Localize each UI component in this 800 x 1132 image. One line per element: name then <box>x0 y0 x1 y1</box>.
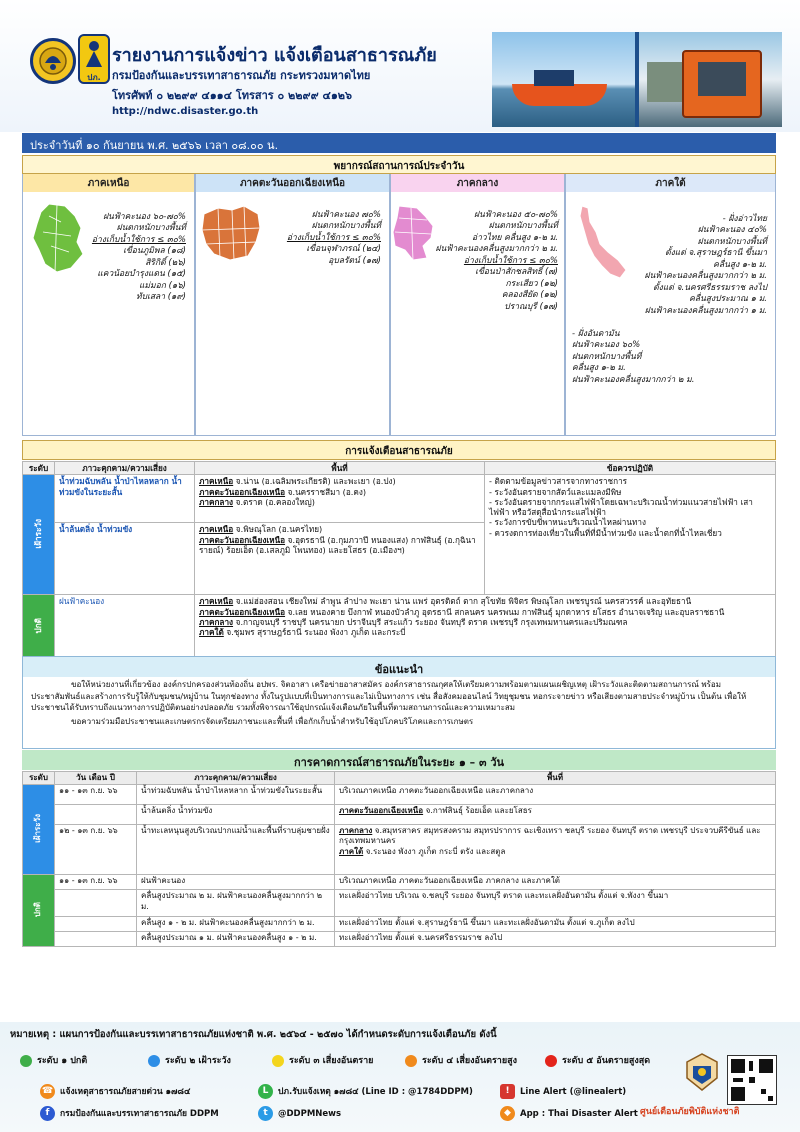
legend-level-4: ระดับ ๔ เสี่ยงอันตรายสูง <box>405 1053 517 1067</box>
northeast-forecast-text: ฝนฟ้าคะนอง ๗๐% ฝนตกหนักบางพื้นที่ อ่างเก็บน้ำใช้การ ≤ ๓๐% เขื่อนจุฬาภรณ์ (๒๔) อุบลรัตน์ (๑๗) <box>286 210 381 266</box>
daily-forecast-title: พยากรณ์สถานการณ์ประจำวัน <box>22 155 776 174</box>
line-alert-contact[interactable]: ! Line Alert (@linealert) <box>500 1084 626 1099</box>
ppo-logo <box>78 34 110 84</box>
level-normal-cell: ปกติ <box>23 595 55 659</box>
region-northeast <box>195 174 390 436</box>
area-overflow: ภาคเหนือ จ.พิษณุโลก (อ.นครไทย) ภาคตะวันออกเฉียงเหนือ จ.อุดรธานี (อ.กุมภวาปี หนองแสง) กาฬสินธุ์ (อ.กุฉินารายณ์) ร้อยเอ็ด (อ.เสลภูมิ โพนทอง) และยโสธร (อ.เมืองฯ) <box>195 523 485 595</box>
fc-col-area: พื้นที่ <box>335 772 776 785</box>
fc-row-area: ภาคตะวันออกเฉียงเหนือ จ.กาฬสินธุ์ ร้อยเอ็ด และยโสธร <box>335 805 776 825</box>
fc-col-level: ระดับ <box>23 772 55 785</box>
south-andaman-forecast-text: - ฝั่งอันดามัน ฝนฟ้าคะนอง ๖๐% ฝนตกหนักบางพื้นที่ คลื่นสูง ๑-๒ ม. ฝนฟ้าคะนองคลื่นสูงมากกว่า ๒ ม. <box>572 329 695 385</box>
central-forecast-text: ฝนฟ้าคะนอง ๕๐-๗๐% ฝนตกหนักบางพื้นที่ อ่าวไทย คลื่นสูง ๑-๒ ม. ฝนฟ้าคะนองคลื่นสูงมากกว่า ๒ ม. อ่างเก็บน้ำใช้การ ≤ ๓๐% เขื่อนป่าสักชลสิทธิ์ (๗) กระเสียว (๑๒) คลองสียัด (๑๒) ปราณบุรี (๑๗) <box>435 210 558 312</box>
fc-row-date <box>55 917 137 932</box>
alert-icon: ! <box>500 1084 515 1099</box>
advice-title: ข้อแนะนำ <box>23 657 775 677</box>
region-south-name: ภาคใต้ <box>566 174 775 192</box>
rescue-truck-image <box>682 50 762 118</box>
website-link[interactable]: http://ndwc.disaster.go.th <box>112 106 259 117</box>
region-central <box>390 174 565 436</box>
fc-row-threat: น้ำล้นตลิ่ง น้ำท่วมขัง <box>137 805 335 825</box>
national-center-label: ศูนย์เตือนภัยพิบัติแห่งชาติ <box>640 1107 740 1117</box>
fc-row-area: บริเวณภาคเหนือ ภาคตะวันออกเฉียงเหนือ และภาคกลาง <box>335 785 776 805</box>
level-2-dot <box>148 1055 160 1067</box>
forecast-3day-table <box>22 771 776 947</box>
fc-col-date: วัน เดือน ปี <box>55 772 137 785</box>
line-icon: L <box>258 1084 273 1099</box>
col-level: ระดับ <box>23 462 55 475</box>
fc-row-threat: น้ำท่วมฉับพลัน น้ำป่าไหลหลาก น้ำท่วมขังในระยะสั้น <box>137 785 335 805</box>
level-4-dot <box>405 1055 417 1067</box>
level-1-dot <box>20 1055 32 1067</box>
phone-icon: ☎ <box>40 1084 55 1099</box>
app-icon: ◆ <box>500 1106 515 1121</box>
fc-level-normal: ปกติ <box>23 875 55 947</box>
threat-thunderstorm: ฝนฟ้าคะนอง <box>55 595 195 659</box>
ddpm-seal-logo <box>30 38 76 84</box>
level-5-dot <box>545 1055 557 1067</box>
threat-overflow: น้ำล้นตลิ่ง น้ำท่วมขัง <box>55 523 195 595</box>
report-date: ประจำวันที่ ๑๐ กันยายน พ.ศ. ๒๕๖๖ เวลา ๐๘.๐๐ น. <box>22 133 776 153</box>
recommended-actions: - ติดตามข้อมูลข่าวสารจากทางราชการ - ระวังอันตรายจากสัตว์และแมลงมีพิษ - ระวังอันตรายจากกระแสไฟฟ้าโดยเฉพาะบริเวณน้ำท่วมแนวสายไฟฟ้า เสาไฟฟ้า หรือวัสดุสื่อนำกระแสไฟฟ้า - ระวังการขับขี่พาหนะบริเวณน้ำไหลผ่านทาง - ควรงดการท่องเที่ยวในพื้นที่ที่มีน้ำท่วมขัง และน้ำตกที่น้ำไหลเชี่ยว <box>485 475 776 595</box>
fc-row-date: ๑๒ - ๑๓ ก.ย. ๖๖ <box>55 824 137 874</box>
facebook-icon: f <box>40 1106 55 1121</box>
col-threat: ภาวะคุกคาม/ความเสี่ยง <box>55 462 195 475</box>
twitter-contact[interactable]: t @DDPMNews <box>258 1106 341 1121</box>
fc-row-area: ทะเลฝั่งอ่าวไทย บริเวณ จ.ชลบุรี ระยอง จันทบุรี ตราด และทะเลฝั่งอันดามัน ตั้งแต่ จ.พังงา ขึ้นมา <box>335 890 776 917</box>
line-contact[interactable]: L ปภ.รับแจ้งเหตุ ๑๗๘๔ (Line ID : @1784DDPM) <box>258 1084 473 1099</box>
north-forecast-text: ฝนฟ้าคะนอง ๖๐-๗๐% ฝนตกหนักบางพื้นที่ อ่างเก็บน้ำใช้การ ≤ ๓๐% เขื่อนภูมิพล (๑๘) สิริกิติ์ (๒๖) แควน้อยบำรุงแดน (๑๕) แม่มอก (๑๖) ทับเสลา (๑๙) <box>91 212 186 303</box>
region-central-name: ภาคกลาง <box>391 174 564 192</box>
region-south <box>565 174 776 436</box>
region-northeast-name: ภาคตะวันออกเฉียงเหนือ <box>196 174 389 192</box>
fc-row-date <box>55 890 137 917</box>
national-center-emblem-icon <box>683 1052 721 1092</box>
col-area: พื้นที่ <box>195 462 485 475</box>
advice-box <box>22 656 776 749</box>
level-watch-cell: เฝ้าระวัง <box>23 475 55 595</box>
contact-phone: โทรศัพท์ ๐ ๒๒๙๙ ๔๑๑๔ โทรสาร ๐ ๒๒๙๙ ๔๑๒๖ <box>112 89 353 102</box>
fc-row-area: ทะเลฝั่งอ่าวไทย ตั้งแต่ จ.นครศรีธรรมราช ลงไป <box>335 932 776 947</box>
app-contact[interactable]: ◆ App : Thai Disaster Alert <box>500 1106 638 1121</box>
northeast-region-map <box>200 204 262 262</box>
warning-table <box>22 461 776 659</box>
twitter-icon: t <box>258 1106 273 1121</box>
fc-row-threat: คลื่นสูง ๑ - ๒ ม. ฝนฟ้าคะนองคลื่นสูงมากกว่า ๒ ม. <box>137 917 335 932</box>
fc-row-area: บริเวณภาคเหนือ ภาคตะวันออกเฉียงเหนือ ภาคกลาง และภาคใต้ <box>335 875 776 890</box>
legend-level-1: ระดับ ๑ ปกติ <box>20 1053 87 1067</box>
fc-row-threat: ฝนฟ้าคะนอง <box>137 875 335 890</box>
alert-level-note: หมายเหตุ : แผนการป้องกันและบรรเทาสาธารณภัยแห่งชาติ พ.ศ. ๒๕๖๔ - ๒๕๗๐ ได้กำหนดระดับการแจ้งเตือนภัย ดังนี้ <box>10 1029 497 1040</box>
fc-row-date: ๑๑ - ๑๓ ก.ย. ๖๖ <box>55 875 137 890</box>
hotline-contact[interactable]: ☎ แจ้งเหตุสาธารณภัยสายด่วน ๑๗๘๔ <box>41 1086 191 1097</box>
advice-paragraph-1: ขอให้หน่วยงานที่เกี่ยวข้อง องค์กรปกครองส่วนท้องถิ่น อปพร. จิตอาสา เครือข่ายอาสาสมัคร องค์กรสาธารณกุศลให้เตรียมความพร้อมตามแผนเผชิญเหตุ เฝ้าระวังและติดตามสถานการณ์ พร้อมประชาสัมพันธ์และสร้างการรับรู้ให้กับชุมชน/หมู่บ้าน ในทุกช่องทาง ทั้งในรูปแบบที่เป็นทางการและไม่เป็นทางการ เช่น สื่อสังคมออนไลน์ วิทยุชุมชน หอกระจายข่าว หรือเสียงตามสายประจำหมู่บ้าน เป็นต้น เพื่อให้ประชาชนได้รับทราบถึงแนวทางการปฏิบัติตนอย่างปลอดภัย รวมทั้งพิจารณาใช้อุปกรณ์แจ้งเตือนภัยในพื้นที่ตามสถานการณ์และความเหมาะสม <box>31 680 747 713</box>
fc-col-threat: ภาวะคุกคาม/ความเสี่ยง <box>137 772 335 785</box>
rescue-boat-image <box>512 84 607 106</box>
forecast-3day-title: การคาดการณ์สาธารณภัยในระยะ ๑ – ๓ วัน <box>22 750 776 770</box>
region-north <box>22 174 195 436</box>
fc-row-area: ทะเลฝั่งอ่าวไทย ตั้งแต่ จ.สุราษฎร์ธานี ขึ้นมา และทะเลฝั่งอันดามัน ตั้งแต่ จ.ภูเก็ต ลงไป <box>335 917 776 932</box>
qr-code[interactable] <box>727 1055 777 1105</box>
legend-level-2: ระดับ ๒ เฝ้าระวัง <box>148 1053 231 1067</box>
fc-row-threat: คลื่นสูงประมาณ ๒ ม. ฝนฟ้าคะนองคลื่นสูงมากกว่า ๒ ม. <box>137 890 335 917</box>
ppo-logo-text: ปภ. <box>87 73 101 82</box>
advice-paragraph-2: ขอความร่วมมือประชาชนและเกษตรกรจัดเตรียมภาชนะและพื้นที่ เพื่อกักเก็บน้ำสำหรับใช้อุปโภคบริโภคและการเกษตร <box>71 716 474 726</box>
threat-flash-flood: น้ำท่วมฉับพลัน น้ำป่าไหลหลาก น้ำท่วมขังในระยะสั้น <box>55 475 195 523</box>
col-actions: ข้อควรปฏิบัติ <box>485 462 776 475</box>
fc-row-date <box>55 932 137 947</box>
area-flash-flood: ภาคเหนือ จ.น่าน (อ.เฉลิมพระเกียรติ) และพะเยา (อ.ปง) ภาคตะวันออกเฉียงเหนือ จ.นครราชสีมา (อ.คง) ภาคกลาง จ.ตราด (อ.คลองใหญ่) <box>195 475 485 523</box>
rescue-boat-photo <box>492 32 635 127</box>
fc-level-watch: เฝ้าระวัง <box>23 785 55 875</box>
fc-row-threat: น้ำทะเลหนุนสูงบริเวณปากแม่น้ำและพื้นที่ราบลุ่มชายฝั่ง <box>137 824 335 874</box>
fc-row-area: ภาคกลาง จ.สมุทรสาคร สมุทรสงคราม สมุทรปราการ ฉะเชิงเทรา ชลบุรี ระยอง จันทบุรี ตราด เพชรบุรี ประจวบคีรีขันธ์ และกรุงเทพมหานคร ภาคใต้ จ.ระนอง พังงา ภูเก็ต กระบี่ ตรัง และสตูล <box>335 824 776 874</box>
header-photos <box>492 32 782 127</box>
fc-row-date <box>55 805 137 825</box>
report-title: รายงานการแจ้งข่าว แจ้งเตือนสาธารณภัย <box>112 45 437 66</box>
legend-level-5: ระดับ ๕ อันตรายสูงสุด <box>545 1053 650 1067</box>
department-name: กรมป้องกันและบรรเทาสาธารณภัย กระทรวงมหาดไทย <box>112 69 371 82</box>
legend-level-3: ระดับ ๓ เสี่ยงอันตราย <box>272 1053 373 1067</box>
south-gulf-forecast-text: - ฝั่งอ่าวไทย ฝนฟ้าคะนอง ๔๐% ฝนตกหนักบางพื้นที่ ตั้งแต่ จ.สุราษฎร์ธานี ขึ้นมา คลื่นสูง ๑-๒ ม. ฝนฟ้าคะนองคลื่นสูงมากกว่า ๒ ม. ตั้งแต่ จ.นครศรีธรรมราช ลงไป คลื่นสูงประมาณ ๑ ม. ฝนฟ้าคะนองคลื่นสูงมากกว่า ๑ ม. <box>644 214 767 316</box>
fc-row-threat: คลื่นสูงประมาณ ๑ ม. ฝนฟ้าคะนองคลื่นสูง ๑ - ๒ ม. <box>137 932 335 947</box>
facebook-contact[interactable]: f กรมป้องกันและบรรเทาสาธารณภัย DDPM <box>40 1106 219 1121</box>
level-3-dot <box>272 1055 284 1067</box>
area-thunderstorm: ภาคเหนือ จ.แม่ฮ่องสอน เชียงใหม่ ลำพูน ลำปาง พะเยา น่าน แพร่ อุตรดิตถ์ ตาก สุโขทัย พิจิตร พิษณุโลก เพชรบูรณ์ นครสวรรค์ และอุทัยธานี ภาคตะวันออกเฉียงเหนือ จ.เลย หนองคาย บึงกาฬ หนองบัวลำภู อุดรธานี สกลนคร นครพนม กาฬสินธุ์ มุกดาหาร ยโสธร อำนาจเจริญ และอุบลราชธานี ภาคกลาง จ.กาญจนบุรี ราชบุรี นครนายก ปราจีนบุรี สระแก้ว ระยอง จันทบุรี ตราด เพชรบุรี กรุงเทพมหานครและปริมณฑล ภาคใต้ จ.ชุมพร สุราษฎร์ธานี ระนอง พังงา ภูเก็ต และกระบี่ <box>195 595 776 659</box>
fc-row-date: ๑๑ - ๑๓ ก.ย. ๖๖ <box>55 785 137 805</box>
region-north-name: ภาคเหนือ <box>23 174 194 192</box>
warning-section-title: การแจ้งเตือนสาธารณภัย <box>22 440 776 460</box>
